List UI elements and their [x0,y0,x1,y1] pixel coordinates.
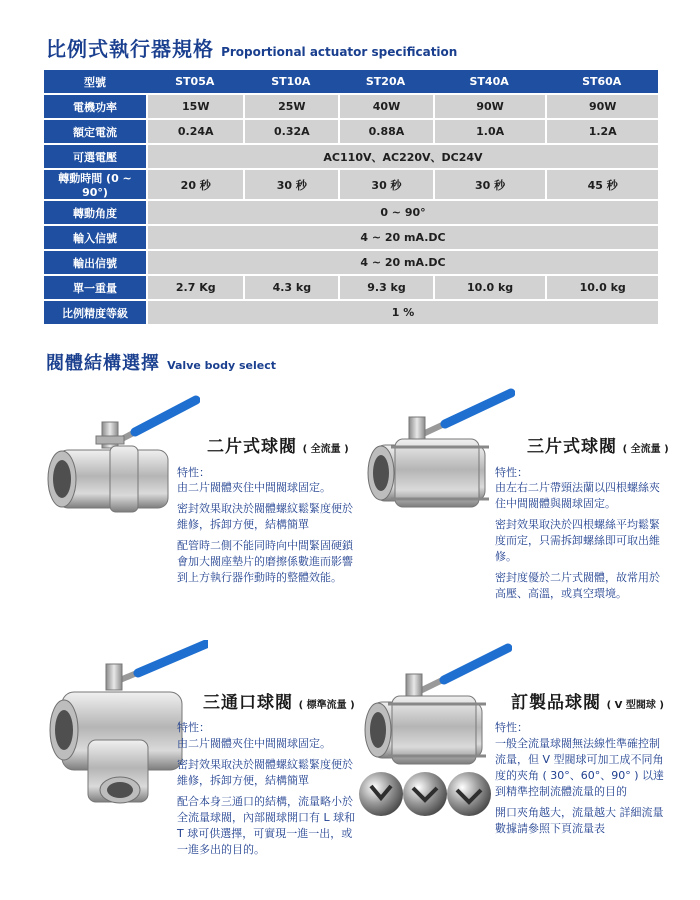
valve-heading-en: Valve body select [167,359,276,372]
three-piece-title [527,432,669,457]
value-cell: 45 秒 [545,170,658,199]
v-ball-valve-image [362,640,512,770]
spec-heading [46,33,457,62]
valve-heading [46,349,276,375]
custom-title-text: 訂製品球閥 [511,693,601,713]
two-piece-valve-image [40,388,200,528]
paragraph: 密封效果取決於閥體螺紋鬆緊度便於維修，拆卸方便，結構簡單 [177,502,353,531]
two-piece-title [207,432,349,457]
three-way-feature-label: 特性： [177,721,210,734]
value-cell: 9.3 kg [338,276,433,299]
three-piece-description [495,480,667,607]
row-label: 可選電壓 [44,145,146,168]
three-way-title-text: 三通口球閥 [203,693,293,713]
value-cell: 0.24A [146,120,243,143]
value-cell: 2.7 Kg [146,276,243,299]
value-cell: 30 秒 [433,170,546,199]
spec-row-output [44,251,658,274]
row-label: 輸出信號 [44,251,146,274]
two-piece-description [177,480,357,591]
paragraph: 密封效果取決於四根螺絲平均鬆緊度而定，只需拆卸螺絲即可取出維修。 [495,518,660,563]
spec-header-row [44,70,658,93]
value-cell: 1.2A [545,120,658,143]
model-cell: ST05A [146,70,243,93]
custom-feature-label: 特性： [495,721,528,734]
spec-header-label: 型號 [44,70,146,93]
spec-heading-en: Proportional actuator specification [221,45,458,59]
paragraph: 配管時二側不能同時向中間緊固硬鎖會加大閥座墊片的磨擦係數進而影響到上方執行器作動時的整體效能。 [177,539,353,584]
row-label: 電機功率 [44,95,146,118]
value-cell: 0.32A [243,120,338,143]
v-balls-image [357,768,492,820]
paragraph: 由二片閥體夾住中間閥球固定。 [177,737,331,750]
spec-row-angle [44,201,658,224]
two-piece-title-text: 二片式球閥 [207,437,297,457]
model-cell: ST10A [243,70,338,93]
paragraph: 配合本身三通口的結構，流量略小於全流量球閥，內部閥球開口有 L 球和 T 球可供選擇，可實現一進一出，或一進多出的目的。 [177,795,356,856]
value-cell: 20 秒 [146,170,243,199]
merged-value-cell: 0 ~ 90° [146,201,658,224]
three-piece-feature-label: 特性： [495,466,528,479]
row-label: 輸入信號 [44,226,146,249]
spec-table [44,68,658,326]
merged-value-cell: 1 % [146,301,658,324]
custom-subtitle: ( V 型閥球 ) [606,700,664,711]
merged-value-cell: 4 ~ 20 mA.DC [146,251,658,274]
spec-row-current [44,120,658,143]
model-cell: ST40A [433,70,546,93]
paragraph: 由左右二片帶頸法蘭以四根螺絲夾住中間閥體與閥球固定。 [495,481,660,510]
paragraph: 密封度優於二片式閥體，故常用於高壓、高溫，或真空環境。 [495,571,660,600]
paragraph: 開口夾角越大，流量越大 詳細流量數據請參照下頁流量表 [495,806,664,835]
value-cell: 15W [146,95,243,118]
spec-heading-zh: 比例式執行器規格 [46,37,214,61]
three-piece-subtitle: ( 全流量 ) [622,444,669,455]
three-way-title [203,688,355,713]
spec-row-precision [44,301,658,324]
model-cell: ST60A [545,70,658,93]
spec-row-weight [44,276,658,299]
three-piece-title-text: 三片式球閥 [527,437,617,457]
paragraph: 密封效果取決於閥體螺紋鬆緊度便於維修，拆卸方便，結構簡單 [177,758,353,787]
value-cell: 30 秒 [243,170,338,199]
value-cell: 4.3 kg [243,276,338,299]
row-label: 轉動時間 (0 ~ 90°) [44,170,146,199]
paragraph: 由二片閥體夾住中間閥球固定。 [177,481,331,494]
three-way-subtitle: ( 標準流量 ) [298,700,355,711]
three-piece-valve-image [365,385,515,520]
custom-description [495,736,667,842]
value-cell: 40W [338,95,433,118]
value-cell: 0.88A [338,120,433,143]
two-piece-subtitle: ( 全流量 ) [302,444,349,455]
paragraph: 一般全流量球閥無法線性準確控制流量，但 V 型閥球可加工成不同角度的夾角 ( 30°、60°、90° ) 以達到精準控制流體流量的目的 [495,737,665,798]
spec-row-voltage [44,145,658,168]
spec-row-rotation-time [44,170,658,199]
value-cell: 10.0 kg [433,276,546,299]
value-cell: 1.0A [433,120,546,143]
two-piece-feature-label: 特性： [177,466,210,479]
value-cell: 25W [243,95,338,118]
three-way-description [177,736,357,863]
spec-row-input [44,226,658,249]
row-label: 單一重量 [44,276,146,299]
value-cell: 90W [545,95,658,118]
row-label: 轉動角度 [44,201,146,224]
value-cell: 30 秒 [338,170,433,199]
value-cell: 10.0 kg [545,276,658,299]
valve-heading-zh: 閥體結構選擇 [46,353,160,374]
spec-row-power [44,95,658,118]
merged-value-cell: AC110V、AC220V、DC24V [146,145,658,168]
custom-title [511,688,664,713]
row-label: 比例精度等級 [44,301,146,324]
row-label: 額定電流 [44,120,146,143]
model-cell: ST20A [338,70,433,93]
merged-value-cell: 4 ~ 20 mA.DC [146,226,658,249]
value-cell: 90W [433,95,546,118]
